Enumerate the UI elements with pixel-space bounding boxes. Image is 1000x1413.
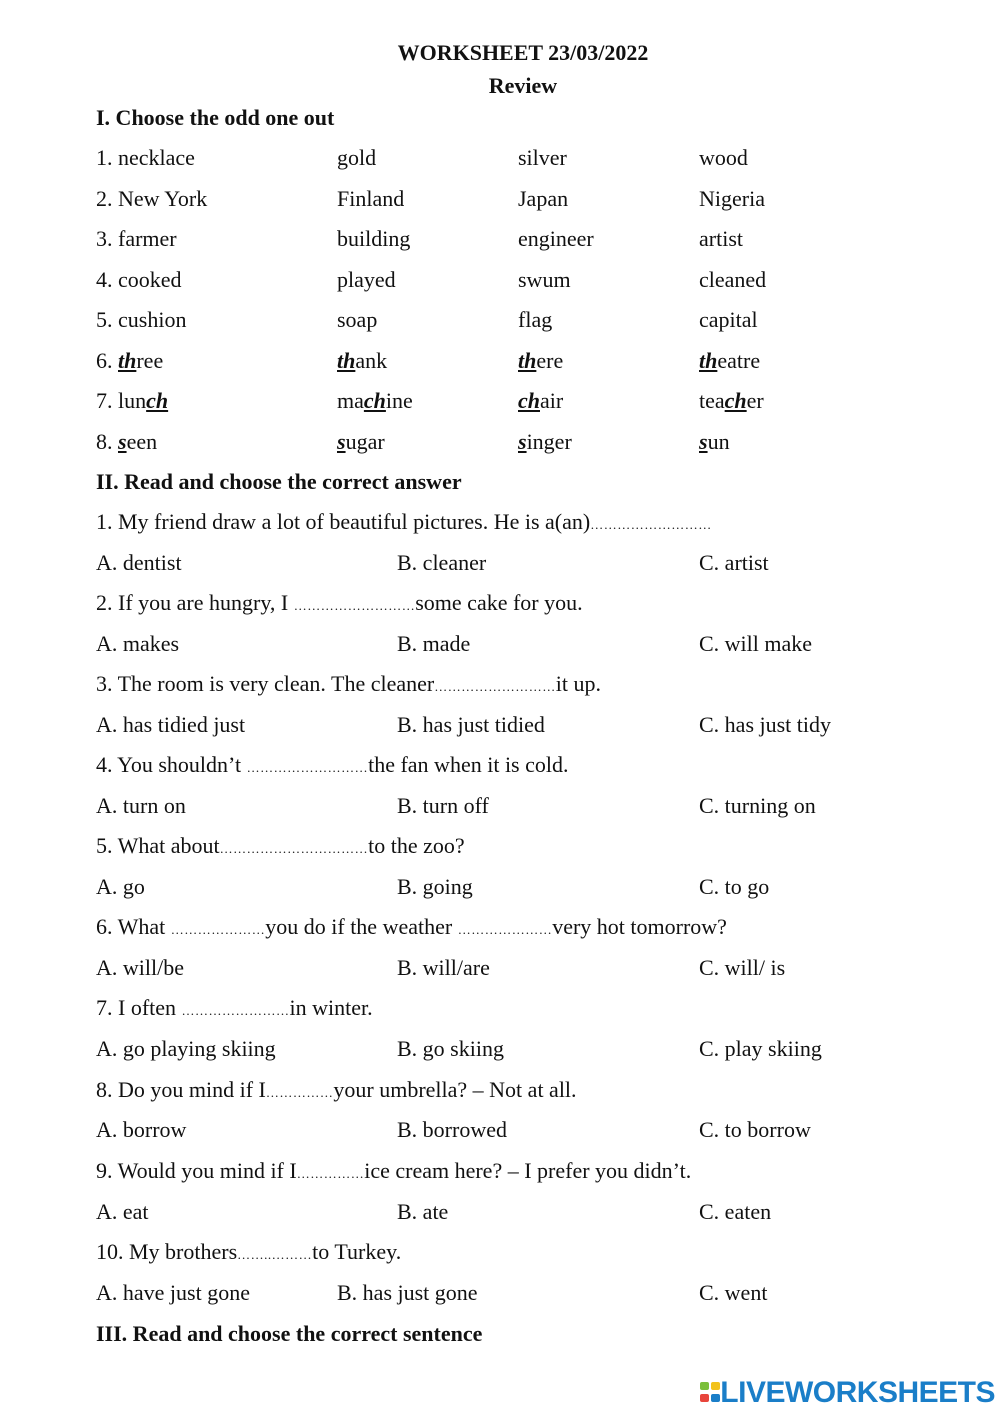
options-row (0, 550, 1000, 580)
phonics-highlight: th (337, 348, 356, 373)
word-option[interactable]: theatre (699, 348, 761, 373)
word-option[interactable]: swum (518, 267, 571, 292)
options-row (0, 793, 1000, 823)
phonics-highlight: ch (363, 388, 386, 413)
word-option[interactable]: capital (699, 307, 758, 332)
word-option[interactable]: thank (337, 348, 388, 373)
answer-option[interactable]: A. go playing skiing (96, 1036, 276, 1061)
answer-option[interactable]: A. will/be (96, 955, 184, 980)
word-option[interactable]: building (337, 226, 411, 251)
question: 6. What …………………you do if the weather …………………very hot tomorrow? (96, 914, 727, 939)
phonics-row: 8. seen sugar singer sun (96, 429, 730, 454)
odd-one-row: 1. necklace gold silver wood (96, 145, 748, 170)
answer-option[interactable]: C. to borrow (699, 1117, 811, 1142)
answer-option[interactable]: B. has just tidied (397, 712, 545, 737)
options-row (0, 1199, 1000, 1229)
answer-option[interactable]: C. went (699, 1280, 768, 1305)
answer-option[interactable]: A. have just gone (96, 1280, 250, 1305)
phonics-highlight: th (518, 348, 537, 373)
odd-one-row: 2. New York Finland Japan Nigeria (96, 186, 765, 211)
question: 4. You shouldn’t ………………………the fan when it is cold. (96, 752, 569, 777)
phonics-row: 7. lunch machine chair teacher (96, 388, 764, 413)
options-row (0, 712, 1000, 742)
answer-option[interactable]: B. has just gone (337, 1280, 478, 1305)
question: 8. Do you mind if I……………your umbrella? – Not at all. (96, 1077, 577, 1102)
answer-option[interactable]: C. to go (699, 874, 770, 899)
section3-heading: III. Read and choose the correct sentence (96, 1321, 483, 1346)
options-row (0, 955, 1000, 985)
phonics-highlight: th (118, 348, 137, 373)
word-option[interactable]: sun (699, 429, 730, 454)
worksheet-subtitle: Review (488, 73, 558, 98)
answer-blank[interactable]: ……………………… (246, 760, 369, 775)
options-row (0, 631, 1000, 661)
phonics-highlight: ch (146, 388, 169, 413)
question: 2. If you are hungry, I ………………………some cake for you. (96, 590, 583, 615)
answer-blank[interactable]: ………………… (457, 922, 553, 937)
answer-blank[interactable]: …………… (296, 1166, 365, 1181)
answer-option[interactable]: A. go (96, 874, 145, 899)
answer-option[interactable]: C. eaten (699, 1199, 772, 1224)
options-row (0, 1280, 1000, 1310)
word-option[interactable]: artist (699, 226, 743, 251)
brand-name: LIVEWORKSHEETS (720, 1376, 995, 1409)
word-option[interactable]: New York (118, 186, 208, 211)
question: 10. My brothers……..………to Turkey. (96, 1239, 402, 1264)
word-option[interactable]: Finland (337, 186, 405, 211)
options-row (0, 1036, 1000, 1066)
answer-option[interactable]: B. made (397, 631, 471, 656)
answer-option[interactable]: B. ate (397, 1199, 449, 1224)
options-row (0, 1117, 1000, 1147)
phonics-highlight: th (699, 348, 718, 373)
word-option[interactable]: cooked (118, 267, 182, 292)
word-option[interactable]: soap (337, 307, 378, 332)
word-option[interactable]: engineer (518, 226, 594, 251)
options-row (0, 874, 1000, 904)
answer-option[interactable]: B. will/are (397, 955, 490, 980)
phonics-row: 6. three thank there theatre (96, 348, 761, 373)
word-option[interactable]: Nigeria (699, 186, 765, 211)
liveworksheets-logo-icon (700, 1379, 718, 1407)
word-option[interactable]: Japan (518, 186, 569, 211)
answer-option[interactable]: B. turn off (397, 793, 489, 818)
answer-option[interactable]: A. makes (96, 631, 180, 656)
phonics-highlight: s (699, 429, 708, 454)
answer-option[interactable]: B. borrowed (397, 1117, 507, 1142)
liveworksheets-branding (700, 1376, 995, 1410)
phonics-highlight: ch (724, 388, 747, 413)
answer-option[interactable]: B. go skiing (397, 1036, 504, 1061)
answer-blank[interactable]: ……………………… (293, 598, 416, 613)
question: 5. What about……………………………to the zoo? (96, 833, 465, 858)
word-option[interactable]: farmer (118, 226, 177, 251)
odd-one-row: 5. cushion soap flag capital (96, 307, 758, 332)
answer-option[interactable]: B. going (397, 874, 473, 899)
answer-option[interactable]: C. will/ is (699, 955, 786, 980)
word-option[interactable]: singer (518, 429, 572, 454)
answer-blank[interactable]: …………………………… (219, 841, 369, 856)
answer-option[interactable]: A. eat (96, 1199, 149, 1224)
answer-blank[interactable]: ……..……… (237, 1247, 313, 1262)
word-option[interactable]: gold (337, 145, 377, 170)
word-option[interactable]: flag (518, 307, 553, 332)
answer-option[interactable]: A. turn on (96, 793, 186, 818)
answer-option[interactable]: C. turning on (699, 793, 816, 818)
answer-option[interactable]: A. dentist (96, 550, 182, 575)
answer-blank[interactable]: …………… (265, 1085, 334, 1100)
word-option[interactable]: necklace (118, 145, 195, 170)
section1-heading: I. Choose the odd one out (96, 105, 335, 130)
word-option[interactable]: teacher (699, 388, 764, 413)
answer-option[interactable]: A. has tidied just (96, 712, 246, 737)
answer-option[interactable]: C. will make (699, 631, 813, 656)
word-option[interactable]: silver (518, 145, 567, 170)
phonics-highlight: s (118, 429, 127, 454)
answer-option[interactable]: C. has just tidy (699, 712, 832, 737)
answer-blank[interactable]: ………………… (170, 922, 266, 937)
answer-blank[interactable]: ……………………… (590, 517, 712, 532)
word-option[interactable]: there (518, 348, 564, 373)
answer-blank[interactable]: ……………………… (434, 679, 556, 694)
word-option[interactable]: machine (337, 388, 413, 413)
answer-option[interactable]: B. cleaner (397, 550, 487, 575)
word-option[interactable]: wood (699, 145, 748, 170)
answer-option[interactable]: A. borrow (96, 1117, 187, 1142)
question: 7. I often ……………………in winter. (96, 995, 373, 1020)
word-option[interactable]: cleaned (699, 267, 767, 292)
word-option[interactable]: played (337, 267, 396, 292)
phonics-highlight: ch (518, 388, 540, 413)
word-option[interactable]: cushion (118, 307, 187, 332)
section2-heading: II. Read and choose the correct answer (96, 469, 462, 494)
question: 9. Would you mind if I……………ice cream here? – I prefer you didn’t. (96, 1158, 692, 1183)
phonics-highlight: s (518, 429, 527, 454)
question: 3. The room is very clean. The cleaner………………………it up. (96, 671, 601, 696)
answer-option[interactable]: C. play skiing (699, 1036, 822, 1061)
phonics-highlight: s (337, 429, 346, 454)
odd-one-row: 4. cooked played swum cleaned (96, 267, 767, 292)
word-option[interactable]: sugar (337, 429, 385, 454)
answer-option[interactable]: C. artist (699, 550, 769, 575)
odd-one-row: 3. farmer building engineer artist (96, 226, 743, 251)
worksheet-title: WORKSHEET 23/03/2022 (397, 40, 649, 65)
word-option[interactable]: chair (518, 388, 564, 413)
answer-blank[interactable]: …………………… (181, 1003, 290, 1018)
question: 1. My friend draw a lot of beautiful pictures. He is a(an)……………………… (96, 509, 712, 534)
